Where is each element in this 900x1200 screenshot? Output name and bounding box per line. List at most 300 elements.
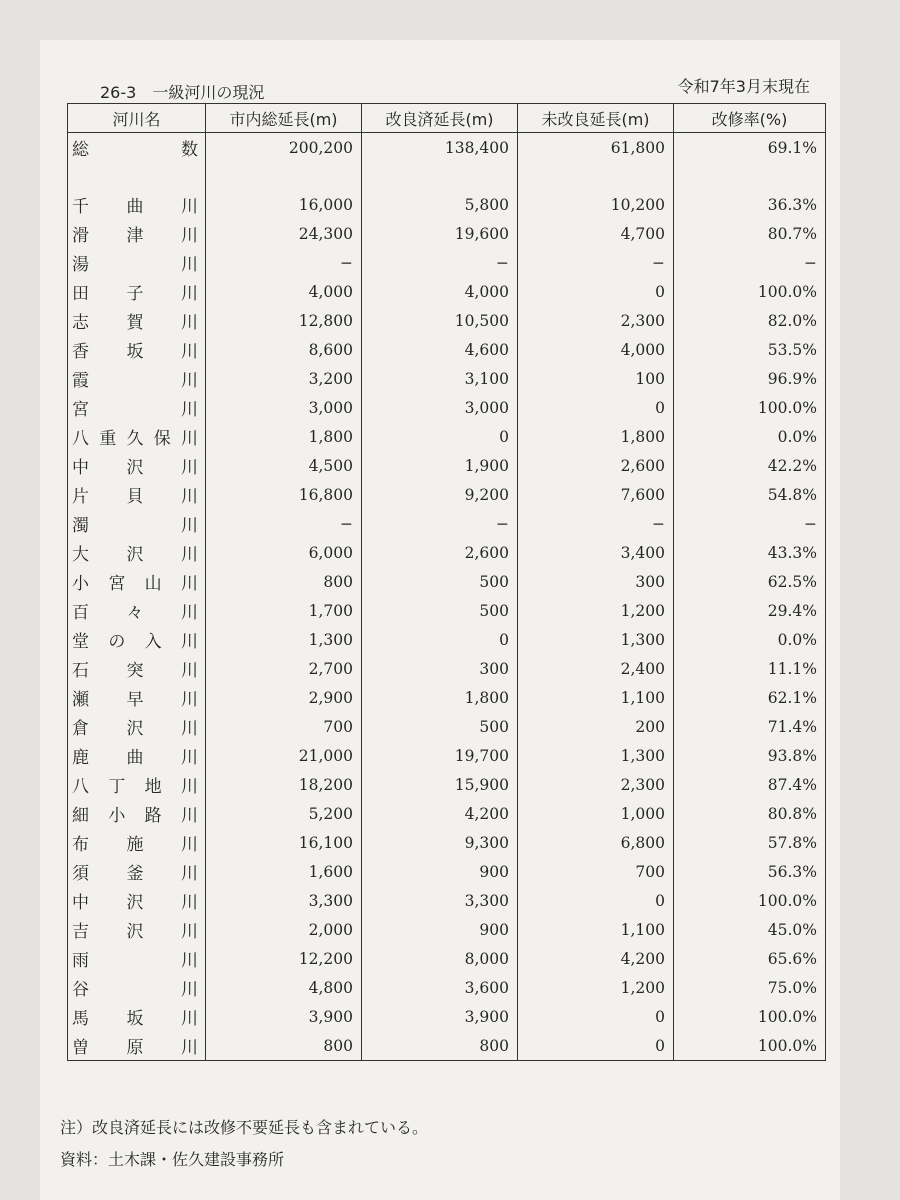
unimproved-length-cell: 1,800 xyxy=(518,422,674,451)
total-length-cell: 21,000 xyxy=(206,741,362,770)
river-name xyxy=(72,859,198,884)
table-row xyxy=(68,538,826,567)
unimproved-length-cell: 0 xyxy=(518,886,674,915)
column-header-improvement-rate: 改修率(%) xyxy=(674,104,826,133)
river-name xyxy=(72,714,198,739)
river-name-char: 早 xyxy=(126,690,144,710)
table-row xyxy=(68,944,826,973)
river-name-char: 川 xyxy=(181,893,198,913)
river-name-char: 総 xyxy=(72,140,89,160)
table-row xyxy=(68,886,826,915)
table-row xyxy=(68,1031,826,1061)
improved-length-cell: 4,000 xyxy=(362,277,518,306)
improved-length-cell: 3,100 xyxy=(362,364,518,393)
unimproved-length-cell: 100 xyxy=(518,364,674,393)
river-name-char: 沢 xyxy=(126,922,144,942)
river-name-char: 川 xyxy=(181,1009,198,1029)
river-name-char: 宮 xyxy=(108,574,126,594)
total-length-cell: − xyxy=(206,509,362,538)
river-name-cell xyxy=(68,973,206,1002)
improved-length-cell: 3,900 xyxy=(362,1002,518,1031)
river-name xyxy=(72,569,198,594)
river-name-char: 川 xyxy=(181,1038,198,1058)
river-name-char: 川 xyxy=(181,545,198,565)
improved-length-cell: 3,300 xyxy=(362,886,518,915)
river-name-char: 久 xyxy=(126,429,144,449)
river-name-char: 谷 xyxy=(72,980,89,1000)
river-name-char: 細 xyxy=(72,806,89,826)
river-name xyxy=(72,279,198,304)
river-name-char: 川 xyxy=(181,661,198,681)
river-name-char: 川 xyxy=(181,400,198,420)
improved-length-cell: 15,900 xyxy=(362,770,518,799)
river-name-char: 子 xyxy=(126,284,144,304)
river-name-cell xyxy=(68,451,206,480)
river-name-char: 八 xyxy=(72,429,89,449)
river-name-char: 宮 xyxy=(72,400,89,420)
river-name-char: 石 xyxy=(72,661,89,681)
river-name-char: 川 xyxy=(181,864,198,884)
river-name-char: 沢 xyxy=(126,893,144,913)
river-name-char: 突 xyxy=(126,661,144,681)
river-name-char: 川 xyxy=(181,487,198,507)
river-name-char: 田 xyxy=(72,284,89,304)
unimproved-length-cell: 1,200 xyxy=(518,973,674,1002)
total-length-cell: 3,200 xyxy=(206,364,362,393)
empty-cell xyxy=(674,162,826,190)
river-name-char: 坂 xyxy=(126,1009,144,1029)
improved-length-cell: 8,000 xyxy=(362,944,518,973)
river-name-char: 瀬 xyxy=(72,690,89,710)
river-name xyxy=(72,511,198,536)
improved-length-cell: 3,000 xyxy=(362,393,518,422)
total-length-cell: 4,500 xyxy=(206,451,362,480)
river-name-char: 霞 xyxy=(72,371,89,391)
river-name-cell xyxy=(68,741,206,770)
improvement-rate-cell: 0.0% xyxy=(674,625,826,654)
total-length-cell: 800 xyxy=(206,567,362,596)
unimproved-length-cell: 6,800 xyxy=(518,828,674,857)
improvement-rate-cell: 56.3% xyxy=(674,857,826,886)
river-name-char: 中 xyxy=(72,893,89,913)
as-of-date: 令和7年3月末現在 xyxy=(677,77,810,96)
river-name-char: 川 xyxy=(181,197,198,217)
improvement-rate-cell: 62.5% xyxy=(674,567,826,596)
footnotes xyxy=(60,1112,428,1176)
river-name-char: 川 xyxy=(181,371,198,391)
river-name-cell xyxy=(68,683,206,712)
empty-cell xyxy=(362,162,518,190)
river-name-cell xyxy=(68,625,206,654)
river-name-char: 川 xyxy=(180,632,198,652)
total-length-cell: 1,600 xyxy=(206,857,362,886)
table-row xyxy=(68,277,826,306)
unimproved-length-cell: 7,600 xyxy=(518,480,674,509)
river-name-char: 吉 xyxy=(72,922,89,942)
improvement-rate-cell: 57.8% xyxy=(674,828,826,857)
river-name-char: 賀 xyxy=(126,313,144,333)
river-name xyxy=(72,743,198,768)
unimproved-length-cell: 1,000 xyxy=(518,799,674,828)
river-name xyxy=(72,830,198,855)
total-length-cell: 24,300 xyxy=(206,219,362,248)
river-name-cell xyxy=(68,538,206,567)
unimproved-length-cell: 0 xyxy=(518,393,674,422)
river-name-char: 曲 xyxy=(126,748,144,768)
total-length-cell: 4,000 xyxy=(206,277,362,306)
source-note: 資料：土木課・佐久建設事務所 xyxy=(60,1150,285,1169)
total-length-cell: 700 xyxy=(206,712,362,741)
river-name-char: 川 xyxy=(181,748,198,768)
unimproved-length-cell: 1,300 xyxy=(518,625,674,654)
total-length-cell: 16,100 xyxy=(206,828,362,857)
river-name xyxy=(72,395,198,420)
improvement-rate-cell: 69.1% xyxy=(674,133,826,163)
improvement-rate-cell: 93.8% xyxy=(674,741,826,770)
unimproved-length-cell: 1,200 xyxy=(518,596,674,625)
table-row xyxy=(68,973,826,1002)
total-length-cell: 6,000 xyxy=(206,538,362,567)
improved-length-cell: 1,900 xyxy=(362,451,518,480)
unimproved-length-cell: 2,600 xyxy=(518,451,674,480)
unimproved-length-cell: 0 xyxy=(518,277,674,306)
unimproved-length-cell: 700 xyxy=(518,857,674,886)
table-row xyxy=(68,567,826,596)
total-length-cell: 4,800 xyxy=(206,973,362,1002)
river-name-cell xyxy=(68,306,206,335)
improvement-rate-cell: 100.0% xyxy=(674,393,826,422)
unimproved-length-cell: 2,400 xyxy=(518,654,674,683)
river-name-char: 馬 xyxy=(72,1009,89,1029)
improvement-rate-cell: 62.1% xyxy=(674,683,826,712)
river-name-char: 川 xyxy=(181,429,198,449)
unimproved-length-cell: 4,000 xyxy=(518,335,674,364)
river-name-char: 山 xyxy=(144,574,162,594)
river-name-char: 小 xyxy=(72,574,89,594)
table-row xyxy=(68,654,826,683)
table-row xyxy=(68,596,826,625)
river-name-char: 中 xyxy=(72,458,89,478)
empty-cell xyxy=(68,162,206,190)
river-name-char: 路 xyxy=(144,806,162,826)
river-name-char: 川 xyxy=(180,777,198,797)
empty-cell xyxy=(518,162,674,190)
river-name-char: 須 xyxy=(72,864,89,884)
table-row xyxy=(68,509,826,538)
improved-length-cell: 500 xyxy=(362,712,518,741)
river-name-cell xyxy=(68,886,206,915)
river-name-char: 志 xyxy=(72,313,89,333)
total-length-cell: 1,300 xyxy=(206,625,362,654)
river-name-char: 川 xyxy=(181,719,198,739)
improved-length-cell: 500 xyxy=(362,567,518,596)
total-length-cell: 1,800 xyxy=(206,422,362,451)
river-name-char: 湯 xyxy=(72,255,89,275)
river-name-char: 千 xyxy=(72,197,89,217)
river-name-char: 沢 xyxy=(126,719,144,739)
river-name-cell xyxy=(68,480,206,509)
improved-length-cell: − xyxy=(362,248,518,277)
table-row xyxy=(68,364,826,393)
unimproved-length-cell: 61,800 xyxy=(518,133,674,163)
river-name-char: 入 xyxy=(144,632,162,652)
improvement-rate-cell: 71.4% xyxy=(674,712,826,741)
unimproved-length-cell: 2,300 xyxy=(518,770,674,799)
river-name-char: 丁 xyxy=(108,777,126,797)
river-name xyxy=(72,250,198,275)
improvement-rate-cell: 36.3% xyxy=(674,190,826,219)
improved-length-cell: 900 xyxy=(362,857,518,886)
river-name-char: 川 xyxy=(180,806,198,826)
total-length-cell: 18,200 xyxy=(206,770,362,799)
improvement-rate-cell: 96.9% xyxy=(674,364,826,393)
unimproved-length-cell: 200 xyxy=(518,712,674,741)
river-name-char: 濁 xyxy=(72,516,89,536)
river-status-table xyxy=(67,103,826,1061)
river-name xyxy=(72,221,198,246)
table-row xyxy=(68,799,826,828)
river-name-char: 川 xyxy=(181,284,198,304)
river-name-char: 沢 xyxy=(126,458,144,478)
improved-length-cell: 800 xyxy=(362,1031,518,1061)
river-name xyxy=(72,598,198,623)
river-name-cell xyxy=(68,567,206,596)
river-name-cell xyxy=(68,828,206,857)
improvement-rate-cell: 53.5% xyxy=(674,335,826,364)
total-length-cell: − xyxy=(206,248,362,277)
river-name xyxy=(72,482,198,507)
improvement-rate-cell: 11.1% xyxy=(674,654,826,683)
river-name-cell xyxy=(68,1031,206,1061)
improved-length-cell: 500 xyxy=(362,596,518,625)
improved-length-cell: 9,200 xyxy=(362,480,518,509)
river-name-cell xyxy=(68,915,206,944)
river-name xyxy=(72,1033,198,1058)
table-row xyxy=(68,741,826,770)
improved-length-cell: 19,600 xyxy=(362,219,518,248)
river-name-cell xyxy=(68,944,206,973)
improved-length-cell: 0 xyxy=(362,625,518,654)
unimproved-length-cell: 4,200 xyxy=(518,944,674,973)
river-name-cell xyxy=(68,393,206,422)
river-name xyxy=(72,772,198,797)
river-name-cell xyxy=(68,422,206,451)
river-name xyxy=(72,540,198,565)
river-name-char: 川 xyxy=(181,516,198,536)
table-row xyxy=(68,306,826,335)
river-name-char: 大 xyxy=(72,545,89,565)
river-name-char: 川 xyxy=(181,603,198,623)
river-name-cell xyxy=(68,248,206,277)
improved-length-cell: 300 xyxy=(362,654,518,683)
river-name-char: 川 xyxy=(180,574,198,594)
footnote: 注）改良済延長には改修不要延長も含まれている。 xyxy=(60,1118,429,1137)
unimproved-length-cell: 1,100 xyxy=(518,683,674,712)
river-name-char: 川 xyxy=(181,835,198,855)
river-name-char: 小 xyxy=(108,806,126,826)
river-name-cell xyxy=(68,509,206,538)
river-name-char: 数 xyxy=(181,140,198,160)
unimproved-length-cell: 2,300 xyxy=(518,306,674,335)
river-name xyxy=(72,801,198,826)
river-name-char: 重 xyxy=(99,429,117,449)
river-name-char: 川 xyxy=(181,226,198,246)
total-length-cell: 3,300 xyxy=(206,886,362,915)
improvement-rate-cell: 29.4% xyxy=(674,596,826,625)
table-body xyxy=(68,133,826,1061)
river-name-cell xyxy=(68,654,206,683)
table-row xyxy=(68,190,826,219)
river-name xyxy=(72,627,198,652)
river-name-char: 川 xyxy=(181,922,198,942)
improvement-rate-cell: 80.7% xyxy=(674,219,826,248)
river-name-cell xyxy=(68,857,206,886)
river-name-char: 々 xyxy=(126,603,144,623)
river-name-char: 釜 xyxy=(126,864,144,884)
table-row xyxy=(68,335,826,364)
table-row xyxy=(68,683,826,712)
river-name-char: 施 xyxy=(126,835,144,855)
spacer-row xyxy=(68,162,826,190)
river-name-char: 原 xyxy=(126,1038,144,1058)
table-row xyxy=(68,857,826,886)
table-row xyxy=(68,712,826,741)
river-name xyxy=(72,424,198,449)
unimproved-length-cell: 4,700 xyxy=(518,219,674,248)
improvement-rate-cell: 43.3% xyxy=(674,538,826,567)
column-header-total-length: 市内総延長(m) xyxy=(206,104,362,133)
improvement-rate-cell: 65.6% xyxy=(674,944,826,973)
total-length-cell: 800 xyxy=(206,1031,362,1061)
improved-length-cell: 1,800 xyxy=(362,683,518,712)
empty-cell xyxy=(206,162,362,190)
river-name-char: 川 xyxy=(181,951,198,971)
improved-length-cell: 138,400 xyxy=(362,133,518,163)
river-name-char: 川 xyxy=(181,313,198,333)
river-name xyxy=(72,917,198,942)
river-name-cell xyxy=(68,335,206,364)
improvement-rate-cell: 54.8% xyxy=(674,480,826,509)
improved-length-cell: 5,800 xyxy=(362,190,518,219)
total-length-cell: 2,900 xyxy=(206,683,362,712)
river-name-char: 川 xyxy=(181,458,198,478)
improvement-rate-cell: − xyxy=(674,509,826,538)
document-page xyxy=(40,40,840,1200)
total-length-cell: 8,600 xyxy=(206,335,362,364)
river-name-char: 貝 xyxy=(126,487,144,507)
river-name-char: 保 xyxy=(153,429,171,449)
river-name-cell xyxy=(68,133,206,163)
table-row xyxy=(68,219,826,248)
improved-length-cell: 10,500 xyxy=(362,306,518,335)
river-name xyxy=(72,366,198,391)
river-name-char: 片 xyxy=(72,487,89,507)
river-name-char: 地 xyxy=(144,777,162,797)
river-name-char: 曽 xyxy=(72,1038,89,1058)
river-name-cell xyxy=(68,799,206,828)
table-row xyxy=(68,393,826,422)
table-row xyxy=(68,625,826,654)
total-row xyxy=(68,133,826,163)
improvement-rate-cell: 100.0% xyxy=(674,886,826,915)
improvement-rate-cell: 100.0% xyxy=(674,1031,826,1061)
table-title: 26-3 一級河川の現況 xyxy=(100,83,265,102)
river-name-char: 川 xyxy=(181,342,198,362)
river-name-cell xyxy=(68,1002,206,1031)
improved-length-cell: 9,300 xyxy=(362,828,518,857)
improvement-rate-cell: 82.0% xyxy=(674,306,826,335)
river-name xyxy=(72,888,198,913)
river-name-cell xyxy=(68,190,206,219)
column-header-river-name: 河川名 xyxy=(68,104,206,133)
river-name xyxy=(72,946,198,971)
river-name-char: 布 xyxy=(72,835,89,855)
unimproved-length-cell: 0 xyxy=(518,1031,674,1061)
table-row xyxy=(68,480,826,509)
column-header-improved-length: 改良済延長(m) xyxy=(362,104,518,133)
improved-length-cell: 19,700 xyxy=(362,741,518,770)
river-name-char: 百 xyxy=(72,603,89,623)
river-name-char: の xyxy=(108,632,126,652)
river-name-char: 川 xyxy=(181,980,198,1000)
river-name xyxy=(72,656,198,681)
improved-length-cell: 4,600 xyxy=(362,335,518,364)
total-length-cell: 3,000 xyxy=(206,393,362,422)
river-name-char: 鹿 xyxy=(72,748,89,768)
improvement-rate-cell: 45.0% xyxy=(674,915,826,944)
total-length-cell: 200,200 xyxy=(206,133,362,163)
column-header-unimproved-length: 未改良延長(m) xyxy=(518,104,674,133)
river-name xyxy=(72,308,198,333)
river-name-char: 川 xyxy=(181,255,198,275)
total-length-cell: 1,700 xyxy=(206,596,362,625)
river-name-cell xyxy=(68,219,206,248)
table-row xyxy=(68,915,826,944)
unimproved-length-cell: 10,200 xyxy=(518,190,674,219)
improved-length-cell: 4,200 xyxy=(362,799,518,828)
improved-length-cell: 0 xyxy=(362,422,518,451)
total-length-cell: 12,200 xyxy=(206,944,362,973)
river-name xyxy=(72,453,198,478)
river-name xyxy=(72,192,198,217)
total-length-cell: 2,000 xyxy=(206,915,362,944)
river-name xyxy=(72,975,198,1000)
river-name-cell xyxy=(68,770,206,799)
river-name xyxy=(72,1004,198,1029)
total-length-cell: 2,700 xyxy=(206,654,362,683)
improved-length-cell: 900 xyxy=(362,915,518,944)
improved-length-cell: − xyxy=(362,509,518,538)
total-length-cell: 16,000 xyxy=(206,190,362,219)
column-header-row xyxy=(68,104,826,133)
total-length-cell: 3,900 xyxy=(206,1002,362,1031)
river-name-char: 川 xyxy=(181,690,198,710)
river-name-char: 八 xyxy=(72,777,89,797)
unimproved-length-cell: 3,400 xyxy=(518,538,674,567)
improvement-rate-cell: − xyxy=(674,248,826,277)
river-name xyxy=(72,337,198,362)
table-row xyxy=(68,248,826,277)
river-name-cell xyxy=(68,277,206,306)
unimproved-length-cell: − xyxy=(518,248,674,277)
river-name-char: 坂 xyxy=(126,342,144,362)
improvement-rate-cell: 42.2% xyxy=(674,451,826,480)
improvement-rate-cell: 80.8% xyxy=(674,799,826,828)
river-name xyxy=(72,135,198,160)
improvement-rate-cell: 75.0% xyxy=(674,973,826,1002)
total-length-cell: 16,800 xyxy=(206,480,362,509)
table-row xyxy=(68,422,826,451)
